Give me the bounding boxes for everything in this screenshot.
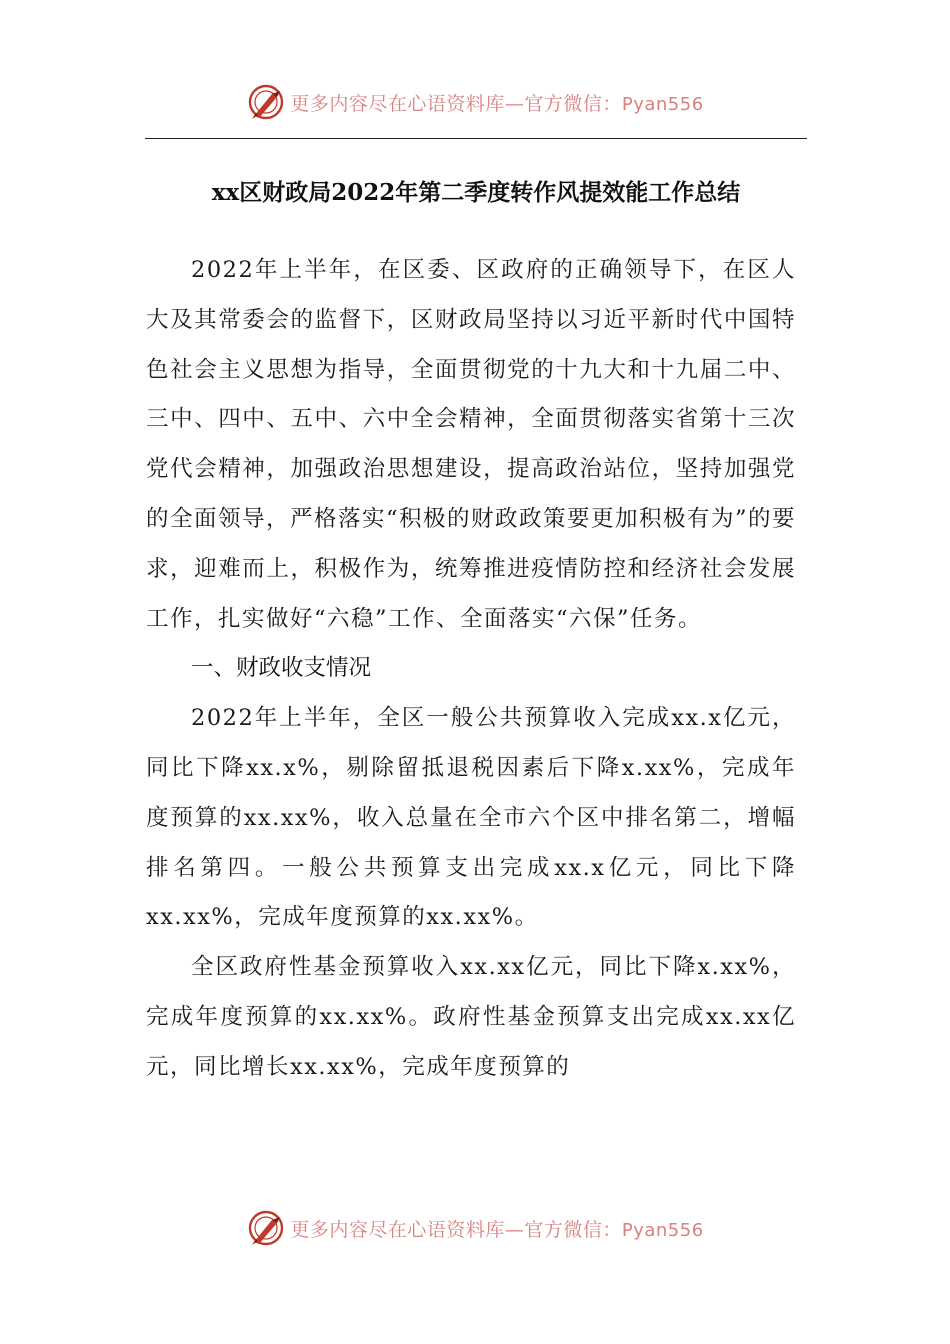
document-body bbox=[146, 246, 796, 1093]
document-title: xx区财政局2022年第二季度转作风提效能工作总结 bbox=[211, 179, 741, 206]
header-banner bbox=[0, 80, 950, 124]
section-paragraph-2: 全区政府性基金预算收入xx.xx亿元，同比下降x.xx%，完成年度预算的xx.xx%。政府性基金预算支出完成xx.xx亿元，同比增长xx.xx%，完成年度预算的 bbox=[146, 954, 796, 1080]
intro-paragraph: 2022年上半年，在区委、区政府的正确领导下，在区人大及其常委会的监督下，区财政局坚持以习近平新时代中国特色社会主义思想为指导，全面贯彻党的十九大和十九届二中、三中、四中、五中、六中全会精神，全面贯彻落实省第十三次党代会精神，加强政治思想建设，提高政治站位，坚持加强党的全面领导，严格落实“积极的财政政策要更加积极有为”的要求，迎难而上，积极作为，统筹推进疫情防控和经济社会发展工作，扎实做好“六稳”工作、全面落实“六保”任务。 bbox=[146, 257, 797, 632]
header-divider bbox=[145, 138, 807, 139]
pen-logo-icon bbox=[246, 1208, 286, 1248]
section-heading: 一、财政收支情况 bbox=[191, 655, 372, 682]
pen-logo-icon bbox=[246, 82, 286, 122]
section-paragraph-1: 2022年上半年，全区一般公共预算收入完成xx.x亿元，同比下降xx.x%，剔除留抵退税因素后下降x.xx%，完成年度预算的xx.xx%，收入总量在全市六个区中排名第二，增幅排名第四。一般公共预算支出完成xx.x亿元，同比下降xx.xx%，完成年度预算的xx.xx%。 bbox=[146, 705, 796, 931]
banner-brand: Pyan556 bbox=[621, 93, 704, 115]
banner-brand: Pyan556 bbox=[621, 1219, 704, 1241]
footer-banner bbox=[0, 1206, 950, 1250]
banner-text: 更多内容尽在心语资料库—官方微信：Pyan556 bbox=[290, 92, 704, 115]
banner-text: 更多内容尽在心语资料库—官方微信：Pyan556 bbox=[290, 1218, 704, 1241]
